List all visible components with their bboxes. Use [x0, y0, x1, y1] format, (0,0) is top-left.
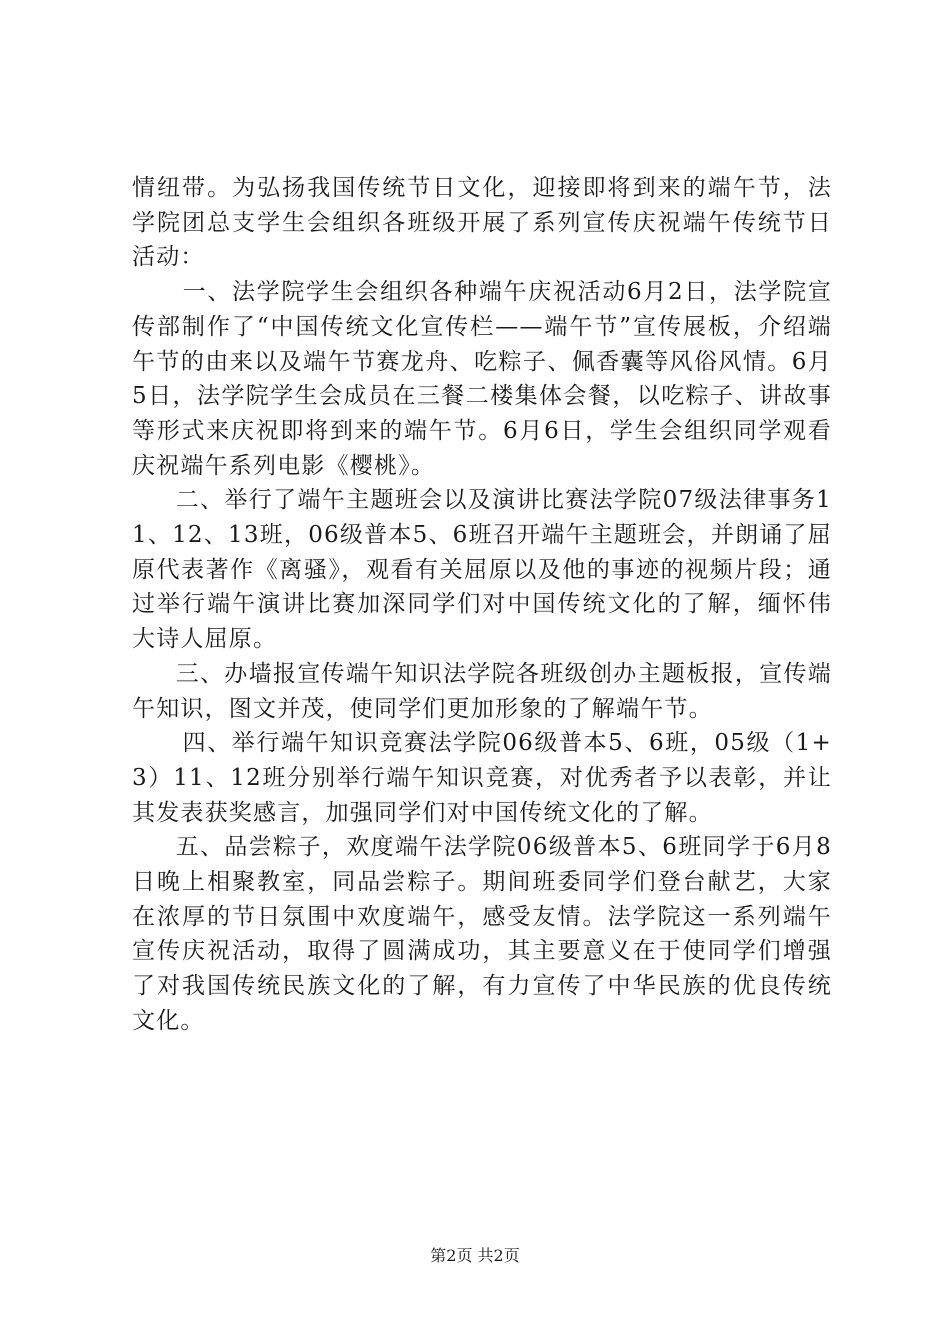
paragraph-continuation: 情纽带。为弘扬我国传统节日文化，迎接即将到来的端午节，法学院团总支学生会组织各班级开展了系列宣传庆祝端午传统节日活动： [132, 175, 832, 271]
paragraph-item-3: 三、办墙报宣传端午知识法学院各班级创办主题板报，宣传端午知识，图文并茂，使同学们更加形象的了解端午节。 [132, 660, 832, 722]
paragraph-item-4: 四、举行端午知识竞赛法学院06级普本5、6班，05级（1+3）11、12班分别举行端午知识竞赛，对优秀者予以表彰，并让其发表获奖感言，加强同学们对中国传统文化的了解。 [132, 730, 832, 826]
paragraph-item-2: 二、举行了端午主题班会以及演讲比赛法学院07级法律事务11、12、13班，06级普本5、6班召开端午主题班会，并朗诵了屈原代表著作《离骚》，观看有关屈原以及他的事迹的视频片段；通过举行端午演讲比赛加深同学们对中国传统文化的了解，缅怀伟大诗人屈原。 [132, 487, 832, 653]
paragraph-item-1: 一、法学院学生会组织各种端午庆祝活动6月2日，法学院宣传部制作了“中国传统文化宣传栏——端午节”宣传展板，介绍端午节的由来以及端午节赛龙舟、吃粽子、佩香囊等风俗风情。6月5日，法学院学生会成员在三餐二楼集体会餐，以吃粽子、讲故事等形式来庆祝即将到来的端午节。6月6日，学生会组织同学观看庆祝端午系列电影《樱桃》。 [132, 279, 832, 479]
paragraph-item-5: 五、品尝粽子，欢度端午法学院06级普本5、6班同学于6月8日晚上相聚教室，同品尝粽子。期间班委同学们登台献艺，大家在浓厚的节日氛围中欢度端午，感受友情。法学院这一系列端午宣传庆祝活动，取得了圆满成功，其主要意义在于使同学们增强了对我国传统民族文化的了解，有力宣传了中华民族的优良传统文化。 [132, 834, 832, 1034]
page-footer: 第2页 共2页 [430, 1246, 520, 1265]
document-body [132, 171, 832, 1039]
